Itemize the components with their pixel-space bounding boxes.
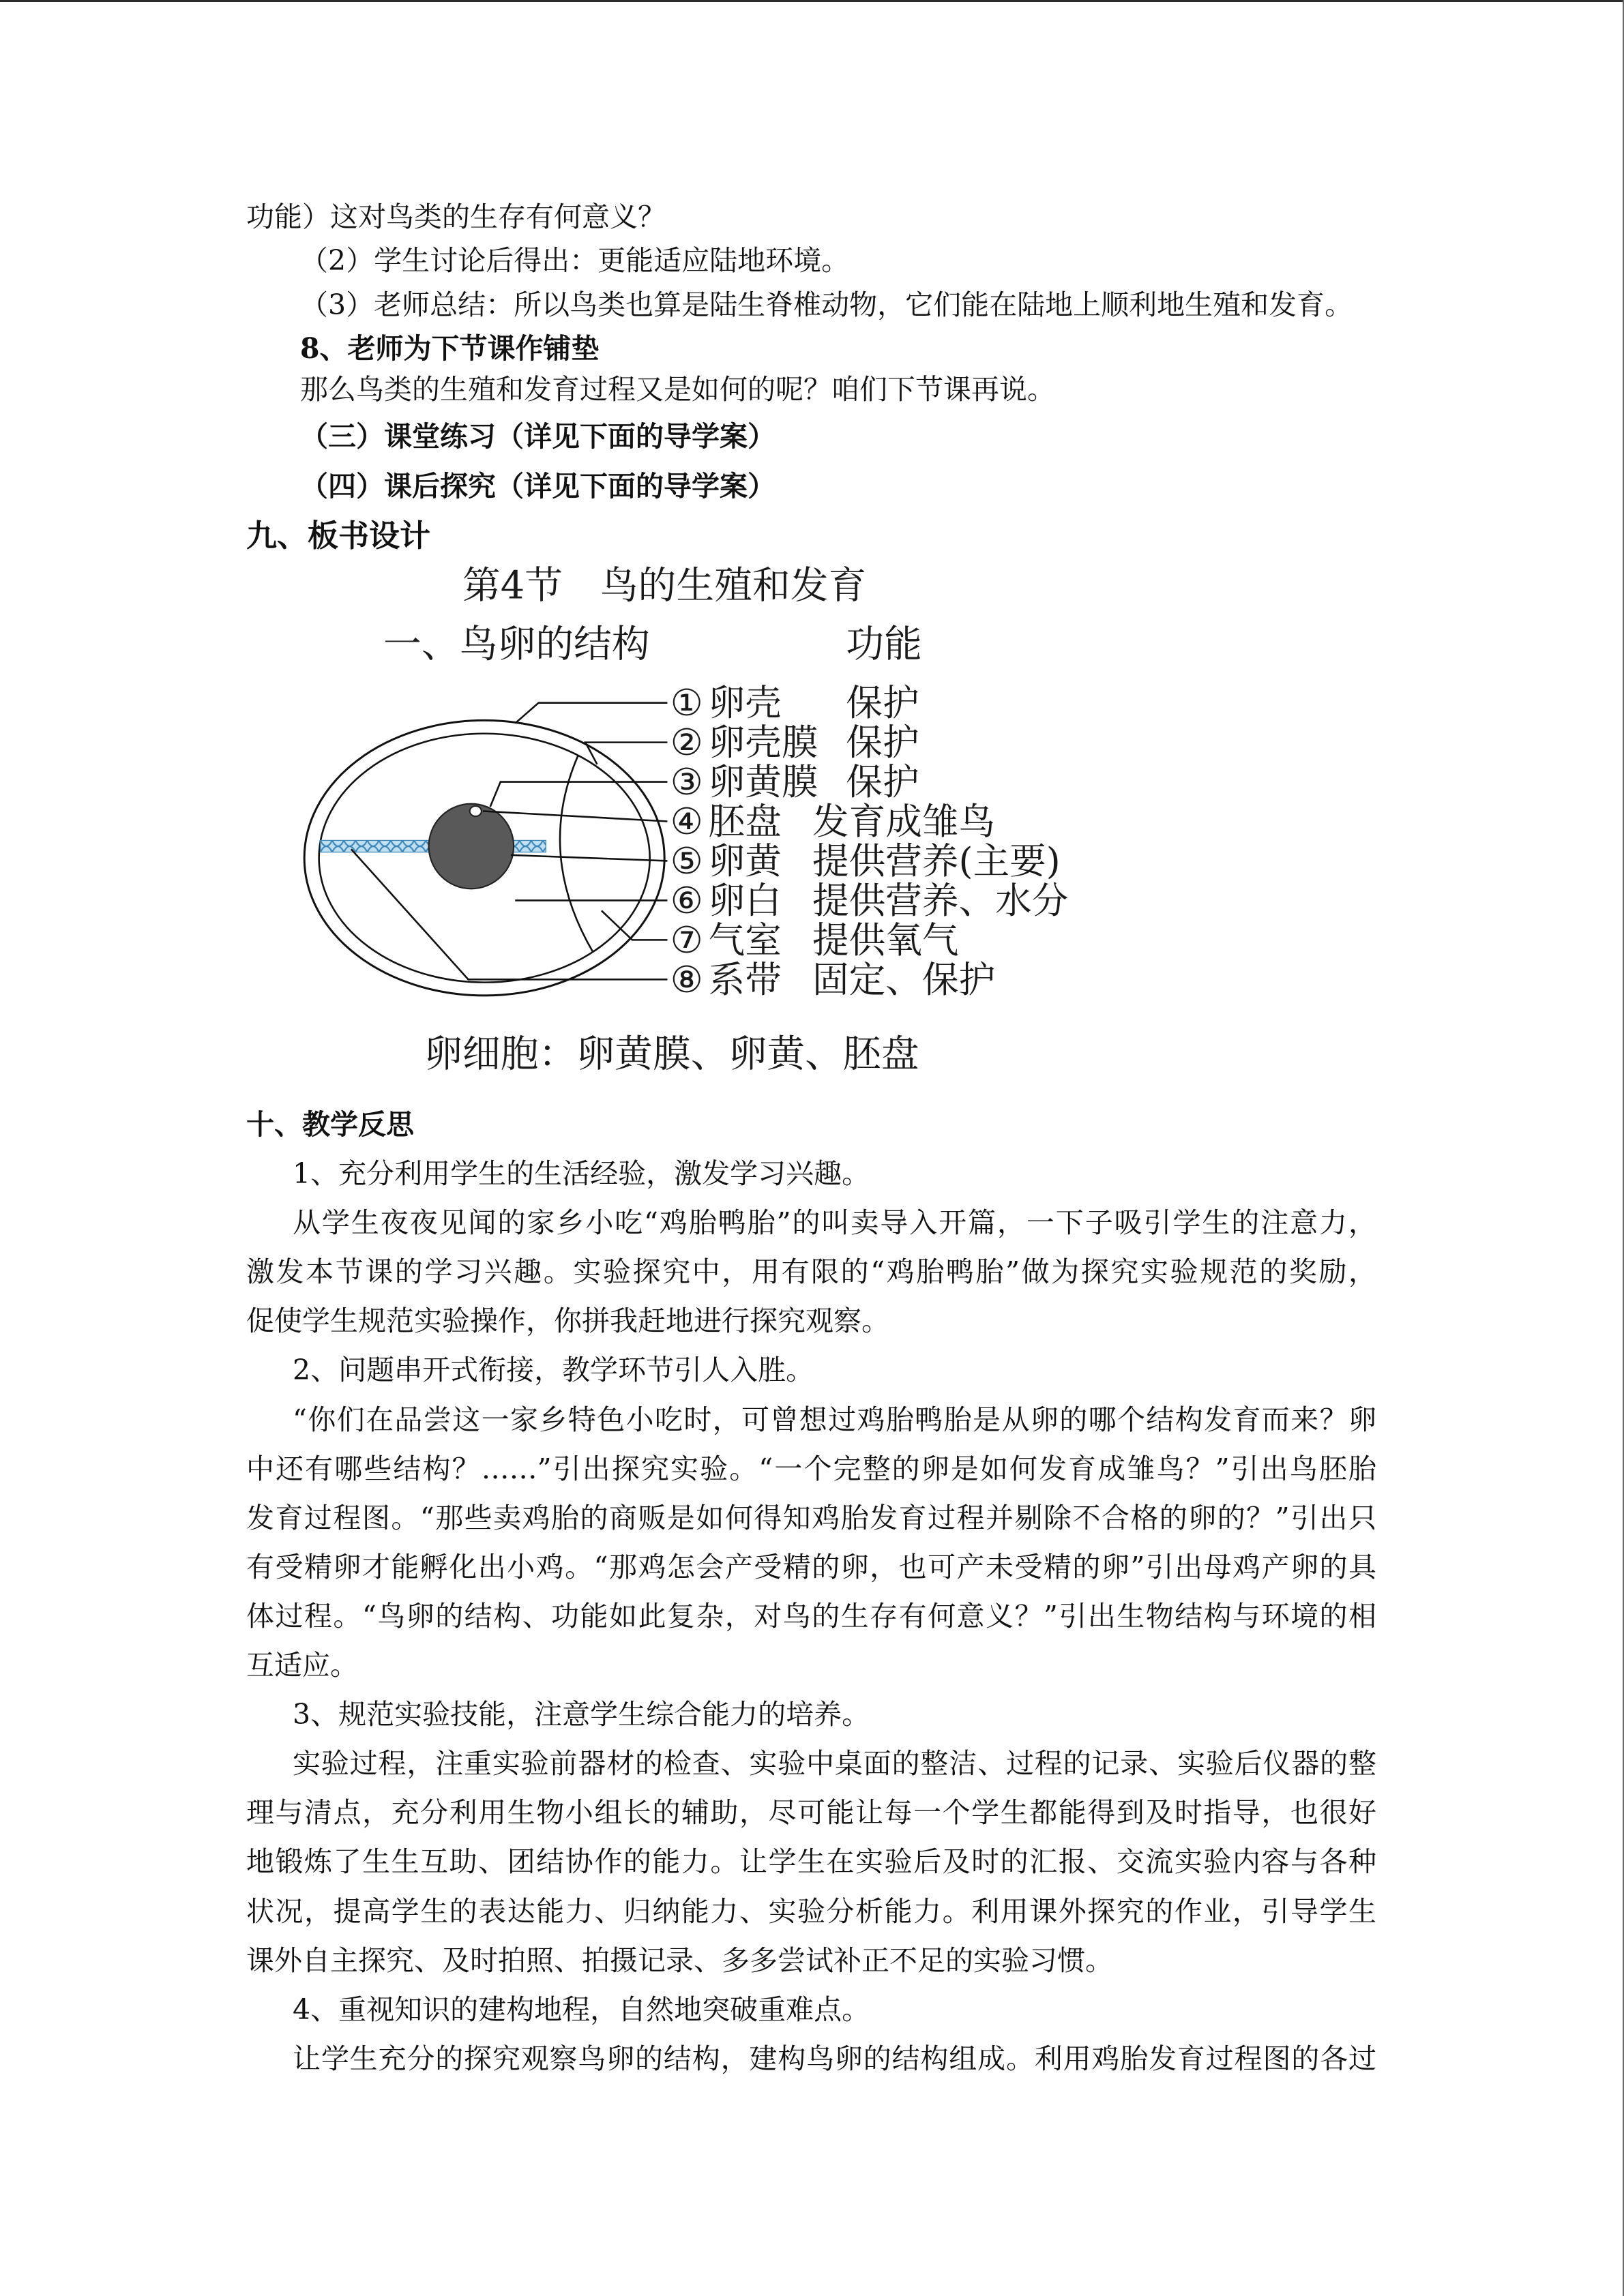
practice-heading: （三）课堂练习（详见下面的导学案）: [300, 420, 776, 453]
lesson-number: 第4节: [462, 563, 563, 608]
paragraph-line: 理与清点，充分利用生物小组长的辅助，尽可能让每一个学生都能得到及时指导，也很好: [246, 1796, 1376, 1830]
part-number: ④: [670, 800, 703, 844]
step7-item-3: （3）老师总结：所以鸟类也算是陆生脊椎动物，它们能在陆地上顺利地生殖和发育。: [300, 288, 1353, 321]
section-heading-board-design: 九、板书设计: [246, 518, 431, 554]
leader-line-yolk-membrane: [490, 782, 668, 807]
paragraph-line: 地锻炼了生生互助、团结协作的能力。让学生在实验后及时的汇报、交流实验内容与各种: [246, 1845, 1376, 1879]
paragraph-line: 课外自主探究、及时拍照、拍摄记录、多多尝试补正不足的实验习惯。: [246, 1943, 1113, 1977]
part-name: 胚盘: [708, 800, 782, 844]
paragraph-line: 中还有哪些结构？……”引出探究实验。“一个完整的卵是如何发育成雏鸟？”引出鸟胚胎: [246, 1452, 1376, 1485]
part-label: [670, 800, 995, 843]
part-function: 保护: [846, 721, 919, 764]
leader-line-yolk: [511, 855, 668, 861]
yolk: [429, 804, 514, 889]
paragraph-line: 有受精卵才能孵化出小鸡。“那鸡怎会产受精的卵，也可产未受精的卵”引出母鸡产卵的具: [246, 1550, 1376, 1583]
egg-structure-diagram: [293, 549, 1133, 1084]
paragraph-line: 互适应。: [246, 1649, 358, 1682]
part-name: 卵黄膜: [708, 760, 818, 804]
step7-item-2: （2）学生讨论后得出：更能适应陆地环境。: [300, 244, 850, 277]
paragraph-line: 促使学生规范实验操作，你拼我赶地进行探究观察。: [246, 1304, 889, 1338]
part-name: 卵白: [708, 878, 782, 922]
part-name: 卵黄: [708, 839, 782, 882]
part-number: ②: [670, 721, 703, 764]
part-label: [670, 721, 919, 764]
paragraph-line: 体过程。“鸟卵的结构、功能如此复杂，对鸟的生存有何意义？”引出生物结构与环境的相: [246, 1599, 1376, 1632]
page-top-border: [0, 0, 1624, 2]
part-function: 提供营养、水分: [812, 878, 1069, 922]
teaching-reflection-section: [246, 1100, 1376, 2083]
part-function: 提供营养(主要): [812, 839, 1061, 882]
part-name: 卵壳膜: [708, 721, 818, 764]
step8-text: 那么鸟类的生殖和发育过程又是如何的呢？咱们下节课再说。: [300, 373, 1055, 406]
egg-cell-summary: 卵细胞：卵黄膜、卵黄、胚盘: [424, 1032, 919, 1077]
part-function: 发育成雏鸟: [812, 800, 996, 844]
part-function: 保护: [846, 760, 919, 804]
part-number: ⑦: [670, 918, 703, 961]
paragraph-line: 激发本节课的学习兴趣。实验探究中，用有限的“鸡胎鸭胎”做为探究实验规范的奖励，: [246, 1255, 1376, 1289]
paragraph-line: 发育过程图。“那些卖鸡胎的商贩是如何得知鸡胎发育过程并剔除不合格的卵的？”引出只: [246, 1501, 1376, 1534]
part-function: 保护: [846, 681, 919, 725]
air-chamber-boundary: [560, 756, 593, 952]
part-number: ⑧: [670, 957, 703, 1001]
part-label: [670, 958, 995, 1001]
leader-line-chalaza: [351, 849, 668, 979]
part-number: ⑥: [670, 878, 703, 922]
part-number: ③: [670, 760, 703, 804]
part-label: [670, 879, 1069, 922]
part-label: [670, 681, 919, 724]
section-heading-reflection: 十、教学反思: [246, 1108, 414, 1141]
part-name: 系带: [708, 957, 782, 1001]
part-label: [670, 919, 959, 961]
paragraph-line: 状况，提高学生的表达能力、归纳能力、实验分析能力。利用课外探究的作业，引导学生: [246, 1894, 1376, 1928]
paragraph-line: 让学生充分的探究观察鸟卵的结构，建构鸟卵的结构组成。利用鸡胎发育过程图的各过: [293, 2042, 1376, 2075]
reflection-point-title: 3、规范实验技能，注意学生综合能力的培养。: [293, 1698, 870, 1731]
paragraph-line: “你们在品尝这一家乡特色小吃时，可曾想过鸡胎鸭胎是从卵的哪个结构发育而来？卵: [293, 1403, 1376, 1436]
reflection-point-title: 1、充分利用学生的生活经验，激发学习兴趣。: [293, 1157, 870, 1191]
structure-heading: 一、鸟卵的结构: [383, 622, 650, 667]
continuation-line: 功能）这对鸟类的生存有何意义？: [246, 200, 666, 233]
part-label: [670, 839, 1061, 882]
homework-heading: （四）课后探究（详见下面的导学案）: [300, 470, 776, 503]
part-name: 气室: [708, 918, 782, 961]
part-number: ⑤: [670, 839, 703, 882]
part-function: 提供氧气: [812, 918, 959, 961]
reflection-point-title: 2、问题串开式衔接，教学环节引人入胜。: [293, 1354, 814, 1387]
leader-line-shell-membrane: [585, 743, 667, 764]
function-heading: 功能: [846, 622, 922, 667]
lesson-title: 鸟的生殖和发育: [600, 563, 867, 608]
paragraph-line: 从学生夜夜见闻的家乡小吃“鸡胎鸭胎”的叫卖导入开篇，一下子吸引学生的注意力，: [293, 1206, 1376, 1240]
part-name: 卵壳: [708, 681, 782, 725]
step8-heading: 8、老师为下节课作铺垫: [300, 332, 600, 365]
part-function: 固定、保护: [812, 957, 996, 1001]
leader-line-shell: [515, 703, 667, 724]
reflection-point-title: 4、重视知识的建构地程，自然地突破重难点。: [293, 1993, 870, 2026]
part-label: [670, 760, 919, 803]
paragraph-line: 实验过程，注重实验前器材的检查、实验中桌面的整洁、过程的记录、实验后仪器的整: [293, 1747, 1376, 1780]
germinal-disc: [470, 806, 482, 816]
part-number: ①: [670, 681, 703, 725]
